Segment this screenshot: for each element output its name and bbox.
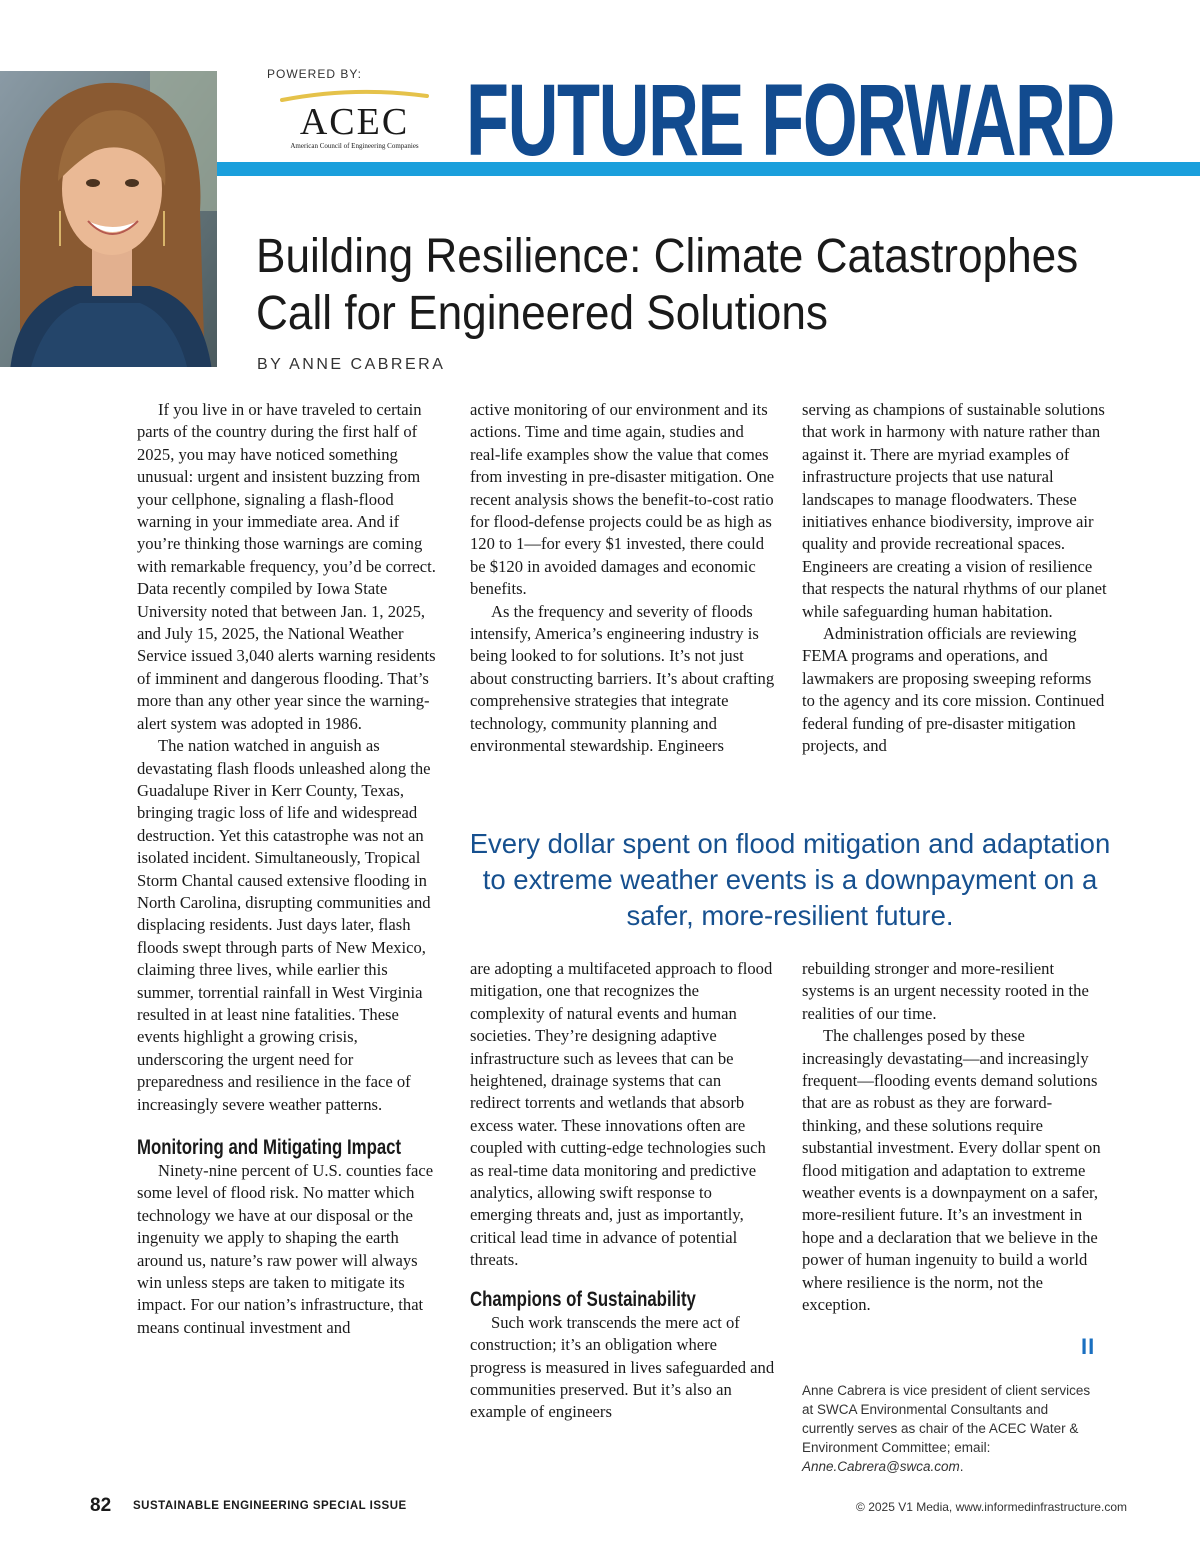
paragraph: are adopting a multifaceted approach to flood mitigation, one that recognizes the complexity of natural events and human societies. They’re designing adaptive infrastructure such as levees that can be heightened, drainage systems that can redirect torrents and wetlands that absorb excess water. These innovations often are coupled with cutting-edge technologies such as real-time data monitoring and predictive analytics, allowing swift response to emerging threats and, just as importantly, critical lead time in advance of potential threats. [470, 959, 773, 1270]
pull-quote: Every dollar spent on flood mitigation and adaptation to extreme weather events is a downpayment on a safer, more-resilient future. [469, 828, 1111, 931]
subhead-monitoring: Monitoring and Mitigating Impact [137, 1136, 402, 1159]
paragraph: rebuilding stronger and more-resilient systems is an urgent necessity rooted in the realities of our time. [802, 959, 1089, 1023]
byline: BY ANNE CABRERA [257, 356, 446, 373]
acec-logo [262, 86, 447, 156]
page-number: 82 [90, 1495, 112, 1516]
author-bio [802, 1381, 1102, 1476]
author-email-link[interactable]: Anne.Cabrera@swca.com [802, 1459, 960, 1474]
paragraph: The nation watched in anguish as devastating flash floods unleashed along the Guadalupe River in Kerr County, Texas, bringing tragic loss of life and widespread destruction. Yet this catastrophe was not an isolated incident. Simultaneously, Tropical Storm Chantal caused extensive flooding in North Carolina, disrupting communities and displacing residents. Just days later, flash floods swept through parts of New Mexico, claiming three lives, while earlier this summer, torrential rainfall in West Virginia resulted in at least nine fatalities. These events highlight a growing crisis, underscoring the urgent need for preparedness and resilience in the face of increasingly severe weather patterns. [137, 736, 431, 1114]
acec-logo-subtitle: American Council of Engineering Companies [290, 142, 419, 150]
paragraph: Administration officials are reviewing FEMA programs and operations, and lawmakers are proposing sweeping reforms to the agency and its core mission. Continued federal funding of pre-disaster mitigation projects, and [802, 624, 1105, 756]
issue-title: SUSTAINABLE ENGINEERING SPECIAL ISSUE [133, 1500, 407, 1512]
bio-text: Anne Cabrera is vice president of client services at SWCA Environmental Consultants and currently serves as chair of the ACEC Water & Environment Committee; email: [802, 1383, 1091, 1455]
masthead-title: FUTURE FORWARD [466, 63, 1114, 177]
column-3-bottom [802, 958, 1107, 1317]
paragraph: As the frequency and severity of floods intensify, America’s engineering industry is being looked to for solutions. It’s not just about constructing barriers. It’s about crafting comprehensive strategies that integrate technology, community planning and environmental stewardship. Engineers [470, 601, 775, 756]
column-3-top [802, 399, 1107, 758]
paragraph: If you live in or have traveled to certain parts of the country during the first half of 2025, you may have noticed something unusual: urgent and insistent buzzing from your cellphone, signaling a flash-flood warning in your immediate area. And if you’re thinking those warnings are coming with remarkable frequency, you’d be correct. Data recently compiled by Iowa State University noted that between Jan. 1, 2025, and July 15, 2025, the National Weather Service issued 3,040 alerts warning residents of imminent and dangerous flooding. That’s more than any other year since the warning-alert system was adopted in 1986. [137, 400, 436, 733]
headline-line-2: Call for Engineered Solutions [256, 287, 828, 340]
article-headline [256, 228, 1084, 342]
paragraph: Such work transcends the mere act of construction; it’s an obligation where progress is measured in lives safeguarded and communities preserved. But it’s also an example of engineers [470, 1312, 775, 1422]
bio-end: . [959, 1459, 964, 1474]
paragraph: active monitoring of our environment and its actions. Time and time again, studies and real-life examples show the value that comes from investing in pre-disaster mitigation. One recent analysis shows the benefit-to-cost ratio for flood-defense projects could be as high as 120 to 1—for every $1 invested, there could be $120 in avoided damages and economic benefits. [470, 400, 775, 599]
copyright-notice: © 2025 V1 Media, www.informedinfrastructure.com [856, 1500, 1127, 1514]
column-2-top [470, 399, 775, 758]
column-1 [137, 399, 442, 1339]
subhead-champions: Champions of Sustainability [470, 1287, 696, 1311]
paragraph: serving as champions of sustainable solutions that work in harmony with nature rather than against it. There are myriad examples of infrastructure projects that use natural landscapes to manage floodwaters. These initiatives enhance biodiversity, improve air quality and provide recreational spaces. Engineers are creating a vision of resilience that respects the natural rhythms of our planet while safeguarding human habitation. [802, 400, 1107, 621]
powered-by-label: POWERED BY: [267, 67, 363, 81]
headline-line-1: Building Resilience: Climate Catastrophes [256, 230, 1079, 283]
paragraph: The challenges posed by these increasingly devastating—and increasingly frequent—flooding events demand solutions that are as robust as they are forward-thinking, and these solutions require substantial investment. Every dollar spent on flood mitigation and adaptation to extreme weather events is a downpayment on a safer, more-resilient future. It’s an investment in hope and a declaration that we believe in the power of human ingenuity to build a world where resilience is the norm, not the exception. [802, 1026, 1101, 1315]
acec-logo-word: ACEC [299, 101, 410, 143]
end-mark-icon: II [1081, 1334, 1096, 1359]
author-photo [0, 71, 217, 367]
column-2-bottom [470, 958, 775, 1424]
paragraph: Ninety-nine percent of U.S. counties face some level of flood risk. No matter which technology we have at our disposal or the ingenuity we apply to shaping the earth around us, nature’s raw power will always win unless steps are taken to mitigate its impact. For our nation’s infrastructure, that means continual investment and [137, 1161, 434, 1337]
